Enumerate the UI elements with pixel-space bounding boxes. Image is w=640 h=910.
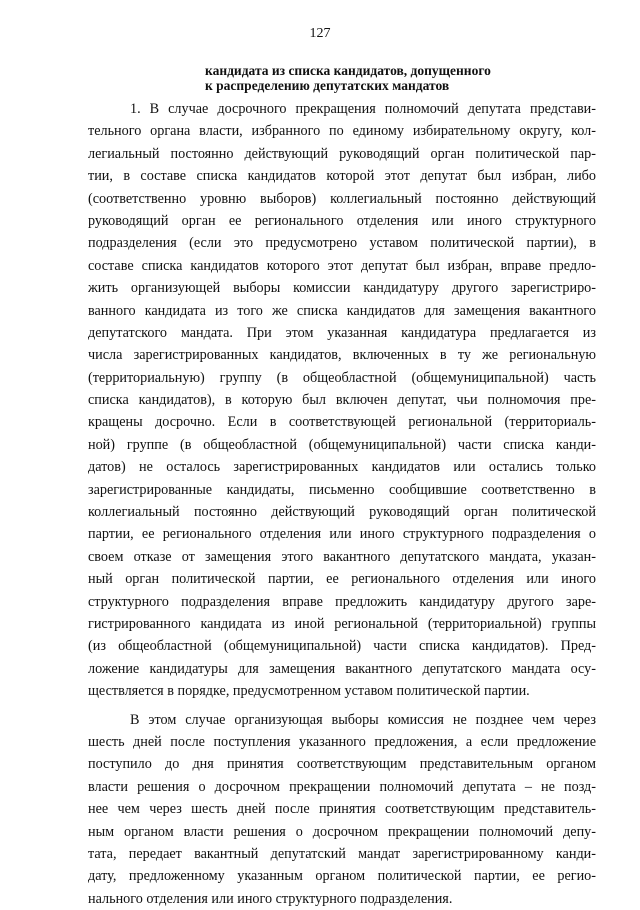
text-line: датов) не осталось зарегистрированных кандидатов или остались только [88, 459, 596, 476]
page-number: 127 [309, 26, 331, 41]
text-line: руководящий орган ее регионального отделения или иного структурного [88, 212, 596, 229]
text-line: тельного органа власти, избранного по единому избирательному округу, кол- [88, 123, 596, 140]
text-line: ной) группе (в общеобластной (общемуниципальной) части списка канди- [88, 436, 596, 453]
heading-line-1: кандидата из списка кандидатов, допущенного [205, 63, 491, 78]
text-line: подразделения (если это предусмотрено уставом политической партии), в [88, 235, 596, 252]
paragraph-2 [88, 709, 596, 910]
text-line: тии, в составе списка кандидатов которой этот депутат был избран, либо [88, 168, 596, 185]
heading-line-2: к распределению депутатских мандатов [205, 78, 450, 93]
text-line: жить организующей выборы комиссии кандидатуру другого зарегистриро- [88, 280, 596, 297]
text-line: числа зарегистрированных кандидатов, включенных в ту же региональную [88, 347, 596, 364]
article-body [88, 98, 596, 910]
text-line: депутатского мандата. При этом указанная кандидатура предлагается из [88, 324, 596, 341]
text-line: нального отделения или иного структурного подразделения. [88, 890, 453, 907]
text-line: своем отказе от замещения этого вакантного депутатского мандата, указан- [88, 548, 596, 565]
paragraph-1 [88, 98, 596, 703]
text-line: ный орган политической партии, ее регионального отделения или иного [88, 571, 596, 588]
text-line: легиальный постоянно действующий руководящий орган политической пар- [88, 145, 596, 162]
text-line: зарегистрированные кандидаты, письменно сообщившие соответственно в [88, 481, 596, 498]
text-line: нее чем через шесть дней после принятия соответствующим представитель- [88, 801, 596, 818]
text-line: власти решения о досрочном прекращении полномочий депутата – не позд- [88, 778, 596, 795]
text-line: тата, передает вакантный депутатский мандат зарегистрированному канди- [88, 845, 596, 862]
text-line: ным органом власти решения о досрочном прекращении полномочий депу- [88, 823, 596, 840]
section-heading [205, 63, 585, 93]
text-line: дату, предложенному указанным органом политической партии, ее регио- [88, 868, 596, 885]
text-line: ществляется в порядке, предусмотренном уставом политической партии. [88, 683, 530, 700]
text-line: составе списка кандидатов которого этот депутат был избран, вправе предло- [88, 257, 596, 274]
text-line: поступило до дня принятия соответствующим представительным органом [88, 756, 596, 773]
text-line: гистрированного кандидата из иной региональной (территориальной) группы [88, 615, 596, 632]
text-line: ванного кандидата из того же списка кандидатов для замещения вакантного [88, 302, 596, 319]
text-line: (из общеобластной (общемуниципальной) части списка кандидатов). Пред- [88, 638, 596, 655]
text-line: структурного подразделения вправе предложить кандидатуру другого заре- [88, 593, 596, 610]
text-line: 1. В случае досрочного прекращения полномочий депутата представи- [130, 101, 596, 117]
text-line: списка кандидатов), в которую был включен депутат, чьи полномочия пре- [88, 392, 596, 409]
text-line: ложение кандидатуры для замещения вакантного депутатского мандата осу- [88, 660, 596, 677]
text-line: кращены досрочно. Если в соответствующей региональной (территориаль- [88, 414, 596, 431]
text-line: коллегиальный постоянно действующий руководящий орган политической [88, 504, 596, 521]
text-line: (соответственно уровню выборов) коллегиальный постоянно действующий [88, 190, 596, 207]
text-line: В этом случае организующая выборы комиссия не позднее чем через [130, 711, 596, 728]
text-line: партии, ее регионального отделения или иного структурного подразделения о [88, 526, 596, 543]
text-line: шесть дней после поступления указанного предложения, а если предложение [88, 733, 596, 750]
text-line: (территориальную) группу (в общеобластной (общемуниципальной) часть [88, 369, 596, 386]
